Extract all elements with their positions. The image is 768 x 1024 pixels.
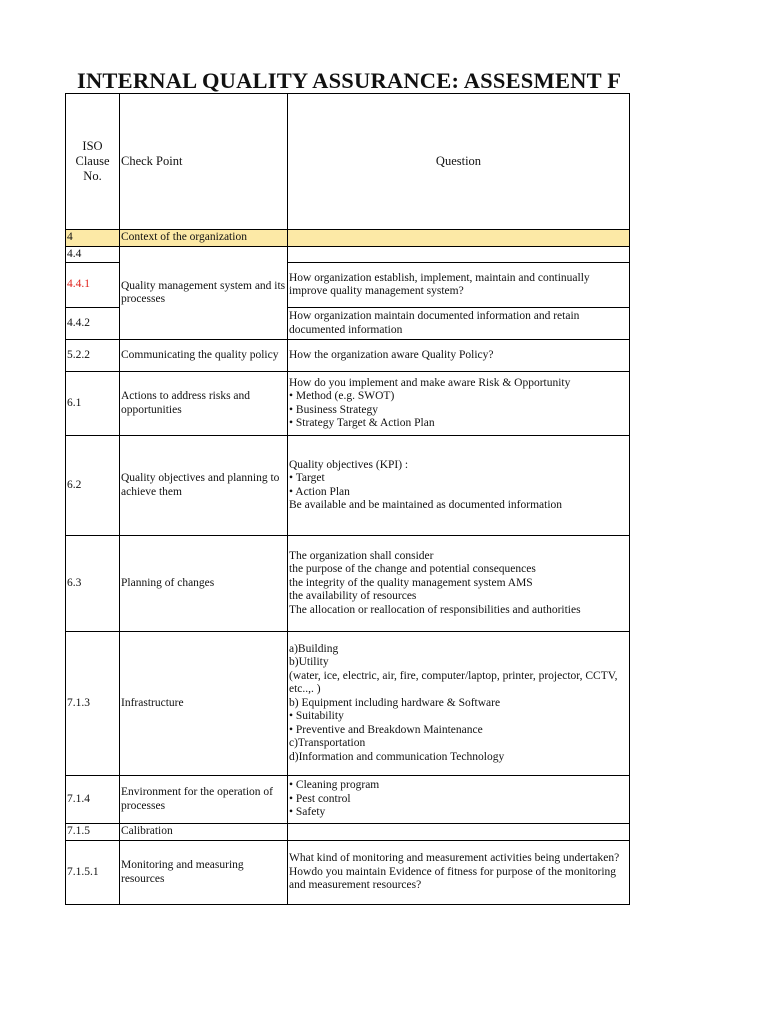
- question-cell: [288, 263, 630, 308]
- question-line: Quality objectives (KPI) :: [289, 458, 409, 471]
- question-line: How organization maintain documented information and retain documented information: [289, 310, 580, 336]
- question-line: (water, ice, electric, air, fire, computer/laptop, printer, projector, CCTV, etc..,. ): [289, 669, 618, 696]
- clause-cell: 4: [66, 230, 120, 247]
- header-clause-line: ISO: [82, 139, 103, 153]
- question-line: • Suitability: [289, 710, 344, 723]
- question-cell: [288, 230, 630, 247]
- question-line: the integrity of the quality management system AMS: [289, 576, 533, 589]
- question-line: • Strategy Target & Action Plan: [289, 417, 435, 429]
- clause-cell: 7.1.4: [66, 776, 120, 824]
- question-line: • Safety: [289, 806, 326, 819]
- checkpoint-cell: Actions to address risks and opportunities: [120, 372, 288, 436]
- question-line: • Pest control: [289, 792, 351, 805]
- header-clause-line: Clause: [75, 154, 110, 168]
- checkpoint-cell: Quality management system and its processes: [120, 247, 288, 340]
- question-line: b) Equipment including hardware & Software: [289, 696, 501, 709]
- question-cell: [288, 536, 630, 632]
- question-line: the availability of resources: [289, 590, 417, 603]
- clause-cell: 7.1.5.1: [66, 841, 120, 905]
- question-cell: [288, 776, 630, 824]
- question-line: What kind of monitoring and measurement activities being undertaken?: [289, 852, 620, 865]
- header-checkpoint: Check Point: [120, 94, 288, 230]
- clause-cell: 5.2.2: [66, 340, 120, 372]
- page-title: INTERNAL QUALITY ASSURANCE: ASSESMENT F: [77, 68, 622, 93]
- table-row: [66, 436, 630, 536]
- question-cell: [288, 632, 630, 776]
- question-line: The organization shall consider: [289, 549, 434, 562]
- question-line: c)Transportation: [289, 737, 366, 750]
- question-cell: [288, 841, 630, 905]
- header-clause-line: No.: [83, 169, 102, 183]
- question-cell: [288, 824, 630, 841]
- table-row: [66, 841, 630, 905]
- table-row: [66, 776, 630, 824]
- checkpoint-cell: Context of the organization: [120, 230, 288, 247]
- header-row: [66, 94, 630, 230]
- question-line: • Action Plan: [289, 485, 350, 498]
- table-row: [66, 824, 630, 841]
- table-row: [66, 372, 630, 436]
- question-line: How do you implement and make aware Risk & Opportunity: [289, 376, 571, 389]
- table-row: [66, 632, 630, 776]
- checkpoint-cell: Planning of changes: [120, 536, 288, 632]
- question-line: The allocation or reallocation of responsibilities and authorities: [289, 603, 581, 616]
- question-line: • Business Strategy: [289, 403, 378, 416]
- checkpoint-cell: Quality objectives and planning to achieve them: [120, 436, 288, 536]
- question-line: How the organization aware Quality Policy?: [289, 348, 494, 361]
- table-row: [66, 230, 630, 247]
- clause-cell: 7.1.3: [66, 632, 120, 776]
- question-line: d)Information and communication Technology: [289, 750, 505, 763]
- clause-cell: 4.4.1: [66, 263, 120, 308]
- table-row: [66, 536, 630, 632]
- question-line: • Target: [289, 472, 325, 484]
- question-line: a)Building: [289, 642, 339, 655]
- clause-cell: 4.4: [66, 247, 120, 263]
- table-row: [66, 247, 630, 263]
- question-cell: [288, 436, 630, 536]
- question-cell: [288, 340, 630, 372]
- checkpoint-cell: Environment for the operation of processes: [120, 776, 288, 824]
- clause-cell: 6.1: [66, 372, 120, 436]
- question-cell: [288, 372, 630, 436]
- checkpoint-cell: Monitoring and measuring resources: [120, 841, 288, 905]
- clause-cell: 6.3: [66, 536, 120, 632]
- question-line: Be available and be maintained as documented information: [289, 499, 563, 511]
- question-line: • Cleaning program: [289, 779, 380, 792]
- checkpoint-cell: Calibration: [120, 824, 288, 841]
- question-cell: [288, 247, 630, 263]
- question-line: How organization establish, implement, maintain and continually improve quality management system?: [289, 271, 590, 297]
- question-line: Howdo you maintain Evidence of fitness for purpose of the monitoring and measurement resources?: [289, 865, 617, 892]
- header-clause: [66, 94, 120, 230]
- clause-cell: 4.4.2: [66, 308, 120, 340]
- clause-cell: 6.2: [66, 436, 120, 536]
- assessment-table: [65, 93, 630, 905]
- checkpoint-cell: Communicating the quality policy: [120, 340, 288, 372]
- question-line: b)Utility: [289, 656, 329, 669]
- question-line: • Method (e.g. SWOT): [289, 390, 395, 402]
- clause-cell: 7.1.5: [66, 824, 120, 841]
- question-line: • Preventive and Breakdown Maintenance: [289, 723, 483, 736]
- header-question: Question: [288, 94, 630, 230]
- question-line: the purpose of the change and potential consequences: [289, 563, 536, 576]
- checkpoint-cell: Infrastructure: [120, 632, 288, 776]
- question-cell: [288, 308, 630, 340]
- table-row: [66, 340, 630, 372]
